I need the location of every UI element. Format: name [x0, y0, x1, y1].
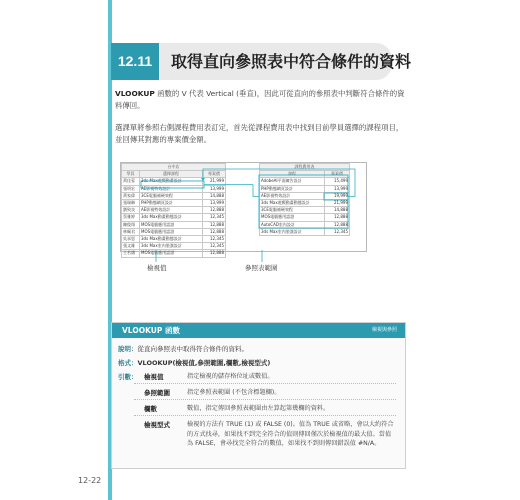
syntax-text: VLOOKUP(檢視值,參照範圍,欄數,檢視型式) [137, 359, 271, 367]
divider [134, 399, 396, 400]
arguments-label-row [118, 372, 138, 381]
table-cell: 15,499 [325, 178, 350, 185]
syntax-label: 格式： [118, 359, 138, 367]
table-cell: 12,888 [325, 221, 350, 228]
col-header: 專案價 [203, 171, 226, 178]
table-cell: 12,888 [203, 207, 226, 214]
table-cell: 21,999 [325, 200, 350, 207]
table-cell: 黃佳蓉 [122, 178, 140, 185]
spreadsheet-screenshot [120, 162, 367, 256]
section-header [111, 43, 412, 80]
description-row [118, 344, 248, 353]
section-number: 12.11 [111, 43, 159, 80]
param-desc: 指定檢視的儲存格位址或數值。 [187, 373, 274, 380]
table-cell: 12,345 [203, 214, 226, 221]
table-cell: 3ds Max動畫動態設計 [140, 236, 203, 243]
col-header: 專案價 [325, 171, 350, 178]
table-cell: 13,999 [203, 185, 226, 192]
table-cell: 陳俊翔 [122, 221, 140, 228]
lookup-range-callout: 參照表範圍 [245, 264, 278, 272]
table-cell: AE影視特效設計 [260, 192, 325, 199]
function-header [112, 323, 405, 338]
function-body [112, 338, 405, 468]
param-name: 檢視型式 [144, 421, 170, 429]
table-cell: 林佩君 [122, 228, 140, 235]
table-cell: MOS電腦應用認證 [140, 250, 203, 257]
table-cell: 3ds Max遊戲動畫動態設計 [260, 200, 325, 207]
intro-text: 函數的 V 代表 Vertical (垂直)，因此可從直向的參照表中判斷符合條件的資料傳回。 [115, 89, 405, 110]
table-cell: 張明宏 [122, 185, 140, 192]
table-cell: 14,888 [203, 192, 226, 199]
table-cell: 3ds Max室內裝潢設計 [140, 243, 203, 250]
col-header: 課程 [260, 171, 325, 178]
param-desc: 數值，指定傳回參照表範圍由左算起第幾欄的資料。 [187, 405, 330, 412]
description-label: 說明： [118, 345, 138, 353]
intro-paragraph-2: 選課單將參照右側課程費用表訂定，首先從課程費用表中找到目前學員選擇的課程項目，並回傳其對應的專案價金額。 [115, 123, 404, 144]
table-cell: 12,345 [325, 228, 350, 235]
lookup-value-highlight [141, 181, 204, 188]
table-cell: AutoCAD室內設計 [260, 221, 325, 228]
table-cell: 吳承恩 [122, 236, 140, 243]
col-header: 學員 [122, 171, 140, 178]
table-cell: 張文雄 [122, 243, 140, 250]
table-cell: PHP動態網頁設計 [140, 200, 203, 207]
connector-line [203, 169, 355, 197]
table-cell: 3ds Max室內裝潢設計 [260, 228, 325, 235]
arguments-label: 引數： [118, 373, 138, 381]
intro-paragraph [115, 88, 405, 112]
intro-keyword: VLOOKUP [115, 89, 155, 98]
function-category: 檢視與參照 [371, 327, 397, 333]
table-cell: 12,888 [203, 228, 226, 235]
table-cell: 14,888 [325, 207, 350, 214]
table-cell: PHP動態網頁設計 [260, 185, 325, 192]
function-title: VLOOKUP 函數 [122, 326, 180, 335]
param-desc: 檢視的方法有 TRUE (1) 或 FALSE (0)。值為 TRUE 或省略，會以大約符合的方式找尋，如果找不到完全符合的值則傳回僅次於檢視值的最大值。當值為 FALSE，會尋找完全符合的數值，如果找不到則傳回錯誤值 #N/A。 [187, 421, 394, 447]
table-cell: 12,345 [203, 243, 226, 250]
divider [134, 383, 396, 384]
param-name: 欄數 [144, 405, 157, 413]
table-cell: 21,999 [203, 178, 226, 185]
table-cell: MOS電腦應用認證 [140, 228, 203, 235]
param-name: 參照範圍 [144, 389, 170, 397]
table-cell: 12,888 [203, 250, 226, 257]
table-cell: 3ds Max動畫動態設計 [140, 214, 203, 221]
table-cell: 3CE電腦補硬效程 [260, 207, 325, 214]
section-title: 取得直向參照表中符合條件的資料 [171, 52, 412, 71]
connector-line [253, 185, 259, 197]
table-cell: MOS電腦應用認證 [140, 221, 203, 228]
lookup-value-callout: 檢視值 [147, 264, 167, 272]
table-row [122, 250, 226, 257]
divider [134, 415, 396, 416]
table-cell: MOS電腦應用認證 [260, 214, 325, 221]
table-cell: 黃家偉 [122, 192, 140, 199]
col-header: 選擇課程 [140, 171, 203, 178]
table-cell: AE影視特效設計 [140, 185, 203, 192]
param-desc: 指定參照表範圍 (不包含標題欄)。 [187, 389, 281, 396]
table-cell: 3CE電腦補硬效程 [140, 192, 203, 199]
left-table-title: 台中店 [122, 164, 226, 171]
match-value-highlight [324, 193, 348, 200]
function-box [111, 322, 406, 469]
table-cell: 13,999 [203, 200, 226, 207]
lookup-range-highlight [259, 175, 348, 228]
table-cell: 12,888 [325, 214, 350, 221]
table-cell: 12,345 [203, 236, 226, 243]
table-cell: 3ds Max遊戲動畫設計 [140, 178, 203, 185]
table-cell: 王若涵 [122, 250, 140, 257]
table-cell: 19,999 [325, 192, 350, 199]
param-name: 檢視值 [144, 373, 164, 381]
page-number: 12-22 [78, 476, 102, 485]
table-cell: 蔡雅婷 [122, 214, 140, 221]
description-text: 從直向參照表中取得符合條件的資料。 [137, 345, 248, 353]
table-cell: 13,999 [325, 185, 350, 192]
table-cell: 張瑞琳 [122, 200, 140, 207]
right-table-title: 課程費用表 [260, 164, 350, 171]
lookup-connector [121, 163, 366, 251]
table-cell: 劉致良 [122, 207, 140, 214]
table-cell: AE影視特效設計 [140, 207, 203, 214]
syntax-row [118, 358, 270, 367]
table-cell: 12,888 [203, 221, 226, 228]
table-cell: AdobeAI平面廣告設計 [260, 178, 325, 185]
